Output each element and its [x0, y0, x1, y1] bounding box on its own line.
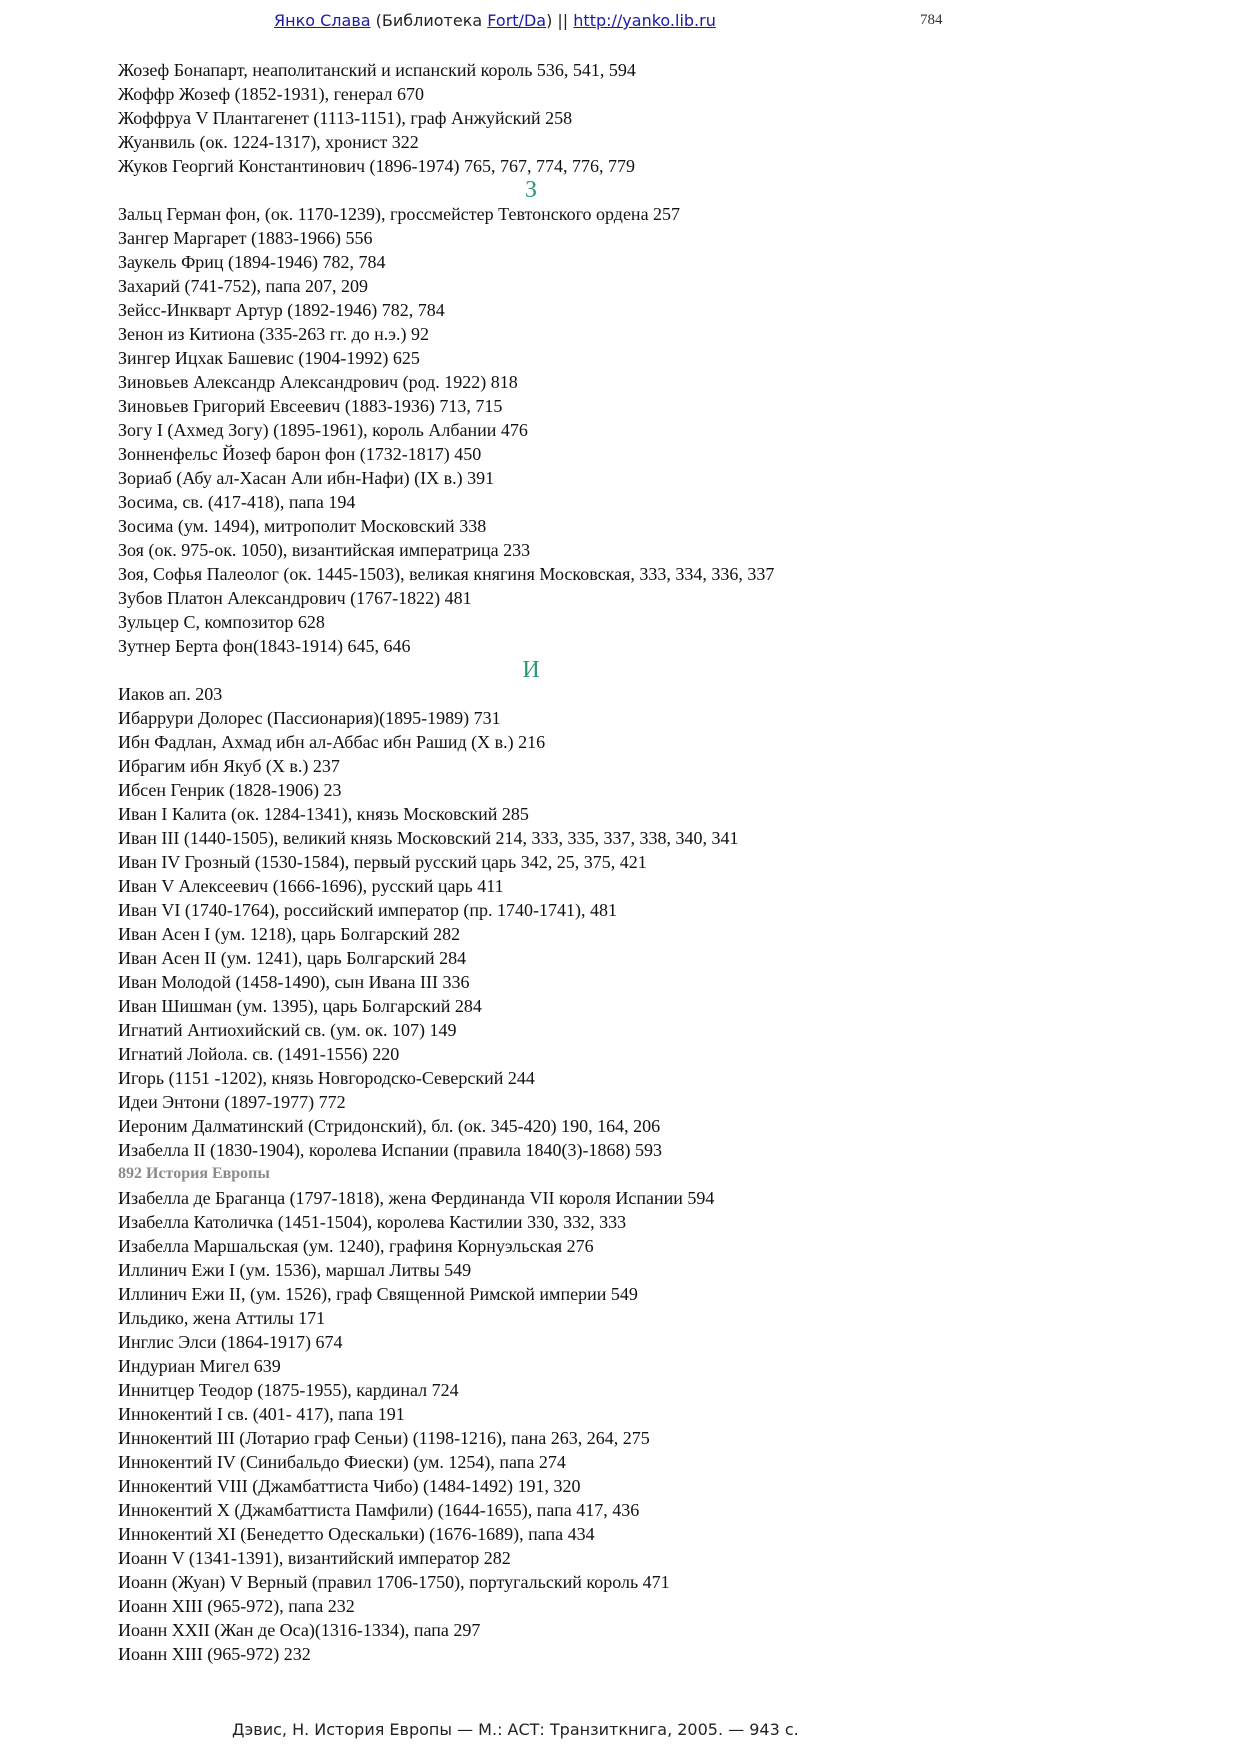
library-link[interactable]: Fort/Da: [487, 11, 547, 30]
index-entry: Иоанн XXII (Жан де Оса)(1316-1334), папа 297: [118, 1620, 481, 1640]
index-entry: Иван V Алексеевич (1666-1696), русский царь 411: [118, 876, 504, 896]
index-entry: Иван III (1440-1505), великий князь Московский 214, 333, 335, 337, 338, 340, 341: [118, 828, 739, 848]
index-entry: Иван Молодой (1458-1490), сын Ивана III 336: [118, 972, 470, 992]
index-entry: Игнатий Антиохийский св. (ум. ок. 107) 149: [118, 1020, 457, 1040]
author-link[interactable]: Янко Слава: [274, 11, 371, 30]
index-entry: Зонненфельс Йозеф барон фон (1732-1817) 450: [118, 444, 482, 464]
index-entry: Зенон из Китиона (335-263 гг. до н.э.) 92: [118, 324, 430, 344]
index-entry: Иннокентий VIII (Джамбаттиста Чибо) (1484-1492) 191, 320: [118, 1476, 581, 1496]
index-entry: Зутнер Берта фон(1843-1914) 645, 646: [118, 636, 411, 656]
footer-citation: Дэвис, Н. История Европы — М.: АСТ: Транзиткнига, 2005. — 943 с.: [232, 1720, 799, 1739]
running-head: 892 История Европы: [118, 1165, 270, 1182]
library-suffix: ) ||: [546, 11, 574, 30]
index-entry: Изабелла Маршальская (ум. 1240), графиня Корнуэльская 276: [118, 1236, 594, 1256]
index-entry: Индуриан Мигел 639: [118, 1356, 281, 1376]
index-entry: Иннокентий IV (Синибальдо Фиески) (ум. 1254), папа 274: [118, 1452, 566, 1472]
library-prefix: (Библиотека: [375, 11, 488, 30]
index-entry: Инглис Элси (1864-1917) 674: [118, 1332, 343, 1352]
index-entry: Иван VI (1740-1764), российский император (пр. 1740-1741), 481: [118, 900, 617, 920]
index-entry: Игорь (1151 -1202), князь Новгородско-Северский 244: [118, 1068, 535, 1088]
index-entry: Иннитцер Теодор (1875-1955), кардинал 724: [118, 1380, 459, 1400]
index-entry: Зиновьев Александр Александрович (род. 1922) 818: [118, 372, 518, 392]
index-entry: Ибн Фадлан, Ахмад ибн ал-Аббас ибн Рашид (X в.) 216: [118, 732, 546, 752]
index-entry: Иоанн (Жуан) V Верный (правил 1706-1750), португальский король 471: [118, 1572, 670, 1592]
index-entry: Иван Асен I (ум. 1218), царь Болгарский 282: [118, 924, 461, 944]
index-entry: Иоанн XIII (965-972), папа 232: [118, 1596, 355, 1616]
index-entry: Иллинич Ежи I (ум. 1536), маршал Литвы 549: [118, 1260, 472, 1280]
index-entry: Зосима (ум. 1494), митрополит Московский 338: [118, 516, 487, 536]
page-header: [0, 11, 1239, 35]
index-entry: Изабелла де Браганца (1797-1818), жена Фердинанда VII короля Испании 594: [118, 1188, 715, 1208]
index-entry: Зиновьев Григорий Евсеевич (1883-1936) 713, 715: [118, 396, 503, 416]
index-entry: Иннокентий X (Джамбаттиста Памфили) (1644-1655), папа 417, 436: [118, 1500, 640, 1520]
index-entry: Иннокентий XI (Бенедетто Одескальки) (1676-1689), папа 434: [118, 1524, 595, 1544]
site-link[interactable]: http://yanko.lib.ru: [573, 11, 716, 30]
index-entry: Изабелла Католичка (1451-1504), королева Кастилии 330, 332, 333: [118, 1212, 627, 1232]
index-entry: Зейсс-Инкварт Артур (1892-1946) 782, 784: [118, 300, 445, 320]
section-letter: З: [524, 177, 538, 203]
index-entry: Иероним Далматинский (Стридонский), бл. (ок. 345-420) 190, 164, 206: [118, 1116, 661, 1136]
index-entry: Зангер Маргарет (1883-1966) 556: [118, 228, 373, 248]
index-entry: Жуанвиль (ок. 1224-1317), хронист 322: [118, 132, 419, 152]
index-entry: Заукель Фриц (1894-1946) 782, 784: [118, 252, 386, 272]
index-entry: Ильдико, жена Аттилы 171: [118, 1308, 326, 1328]
index-entry: Иван Асен II (ум. 1241), царь Болгарский 284: [118, 948, 467, 968]
index-entry: Зубов Платон Александрович (1767-1822) 481: [118, 588, 472, 608]
index-entry: Игнатий Лойола. св. (1491-1556) 220: [118, 1044, 400, 1064]
index-entry: Зогу I (Ахмед Зогу) (1895-1961), король Албании 476: [118, 420, 528, 440]
index-entry: Зориаб (Абу ал-Хасан Али ибн-Нафи) (IX в.) 391: [118, 468, 495, 488]
index-entry: Зосима, св. (417-418), папа 194: [118, 492, 356, 512]
section-letter: И: [522, 657, 540, 683]
index-entry: Иллинич Ежи II, (ум. 1526), граф Священной Римской империи 549: [118, 1284, 638, 1304]
index-entry: Иван I Калита (ок. 1284-1341), князь Московский 285: [118, 804, 529, 824]
index-entry: Жоффруа V Плантагенет (1113-1151), граф Анжуйский 258: [118, 108, 573, 128]
index-entry: Иннокентий III (Лотарио граф Сеньи) (1198-1216), пана 263, 264, 275: [118, 1428, 650, 1448]
index-entry: Ибсен Генрик (1828-1906) 23: [118, 780, 342, 800]
index-entry: Зальц Герман фон, (ок. 1170-1239), гроссмейстер Тевтонского ордена 257: [118, 204, 681, 224]
index-entry: Иоанн XIII (965-972) 232: [118, 1644, 311, 1664]
index-entry: Изабелла II (1830-1904), королева Испании (правила 1840(3)-1868) 593: [118, 1140, 662, 1160]
header-source-line: [274, 11, 716, 30]
index-list: [118, 58, 1198, 1666]
index-entry: Зоя, Софья Палеолог (ок. 1445-1503), великая княгиня Московская, 333, 334, 336, 337: [118, 564, 775, 584]
index-entry: Ибрагим ибн Якуб (X в.) 237: [118, 756, 340, 776]
index-entry: Иннокентий I св. (401- 417), папа 191: [118, 1404, 405, 1424]
index-entry: Иван IV Грозный (1530-1584), первый русский царь 342, 25, 375, 421: [118, 852, 647, 872]
index-entry: Зульцер С, композитор 628: [118, 612, 325, 632]
index-entry: Захарий (741-752), папа 207, 209: [118, 276, 369, 296]
index-entry: Жуков Георгий Константинович (1896-1974) 765, 767, 774, 776, 779: [118, 156, 635, 176]
page-number: 784: [920, 12, 943, 28]
index-entry: Иаков ап. 203: [118, 684, 223, 704]
index-entry: Зингер Ицхак Башевис (1904-1992) 625: [118, 348, 420, 368]
index-entry: Жозеф Бонапарт, неаполитанский и испанский король 536, 541, 594: [118, 60, 636, 80]
index-entry: Иоанн V (1341-1391), византийский император 282: [118, 1548, 511, 1568]
index-entry: Идеи Энтони (1897-1977) 772: [118, 1092, 346, 1112]
index-entry: Зоя (ок. 975-ок. 1050), византийская императрица 233: [118, 540, 531, 560]
index-entry: Иван Шишман (ум. 1395), царь Болгарский 284: [118, 996, 482, 1016]
index-entry: Жоффр Жозеф (1852-1931), генерал 670: [118, 84, 424, 104]
index-entry: Ибаррури Долорес (Пассионария)(1895-1989) 731: [118, 708, 501, 728]
